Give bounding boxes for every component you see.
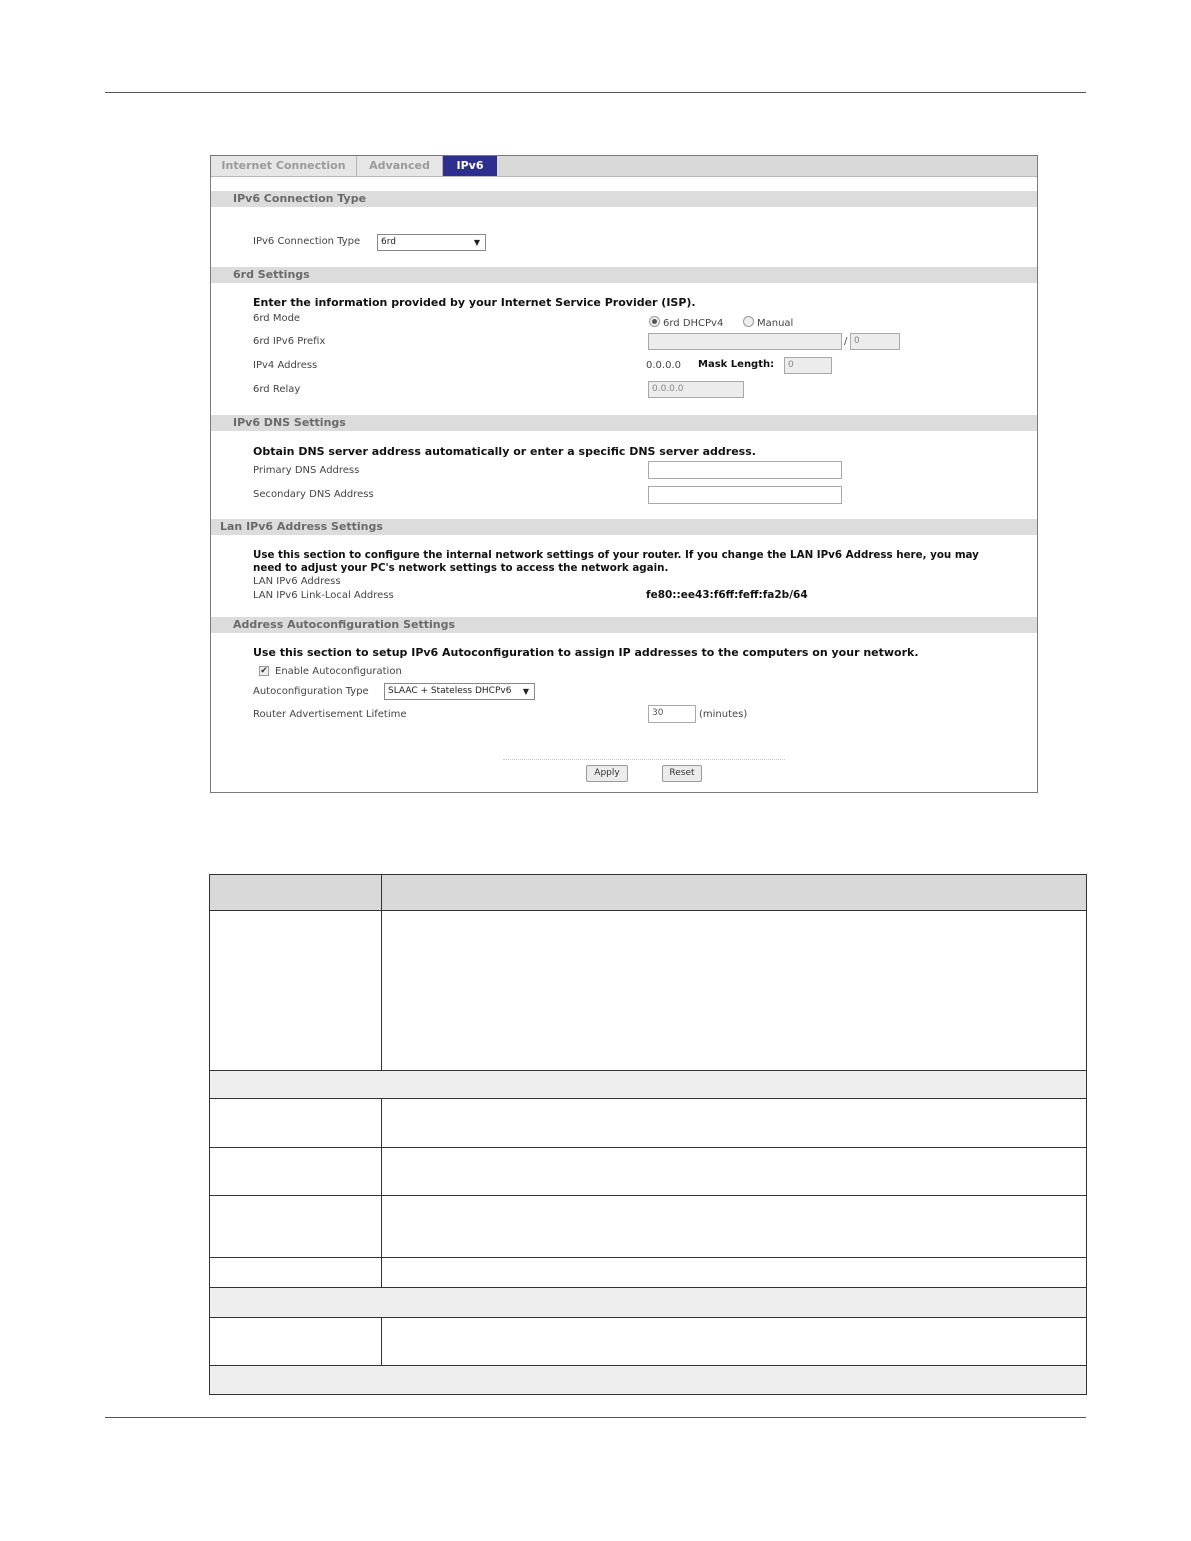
secondary-dns-label: Secondary DNS Address	[253, 489, 374, 500]
description-table	[209, 874, 1087, 1395]
table-row	[210, 1098, 1086, 1147]
sixrd-relay-input[interactable]: 0.0.0.0	[648, 381, 744, 398]
chevron-down-icon: ▼	[473, 238, 480, 247]
enable-autoconfig-label: Enable Autoconfiguration	[275, 666, 402, 677]
table-divider	[210, 1287, 1086, 1288]
ra-lifetime-unit: (minutes)	[699, 709, 748, 720]
tab-advanced[interactable]: Advanced	[357, 156, 443, 176]
ra-lifetime-label: Router Advertisement Lifetime	[253, 709, 407, 720]
sixrd-prefix-input[interactable]	[648, 333, 842, 350]
sixrd-intro: Enter the information provided by your Internet Service Provider (ISP).	[253, 296, 696, 309]
table-row	[210, 910, 1086, 1070]
table-divider	[210, 910, 1086, 911]
lan-ipv6-address-label: LAN IPv6 Address	[253, 576, 341, 587]
table-column-divider	[381, 1098, 382, 1287]
button-divider	[503, 759, 785, 760]
table-row	[210, 1317, 1086, 1365]
table-divider	[210, 1257, 1086, 1258]
primary-dns-label: Primary DNS Address	[253, 465, 360, 476]
ipv4-address-value: 0.0.0.0	[646, 360, 681, 371]
chevron-down-icon: ▼	[522, 687, 529, 696]
autoconfig-type-value: SLAAC + Stateless DHCPv6	[388, 686, 512, 696]
radio-selected-icon[interactable]	[649, 316, 660, 327]
table-divider	[210, 1195, 1086, 1196]
table-column-divider	[381, 875, 382, 1070]
secondary-dns-input[interactable]	[648, 486, 842, 504]
ra-lifetime-input[interactable]: 30	[648, 705, 696, 723]
table-row	[210, 1257, 1086, 1287]
primary-dns-input[interactable]	[648, 461, 842, 479]
table-divider	[210, 1070, 1086, 1071]
mask-length-input[interactable]: 0	[784, 357, 832, 374]
ipv4-address-label: IPv4 Address	[253, 360, 318, 371]
table-divider	[210, 1147, 1086, 1148]
sixrd-prefix-length-input[interactable]: 0	[850, 333, 900, 350]
table-header	[210, 875, 1086, 910]
lan-intro-line1: Use this section to configure the internal network settings of your router. If you change the LAN IPv6 Address here, you may	[253, 549, 979, 561]
sixrd-mode-radio-dhcpv4[interactable]: 6rd DHCPv4	[649, 316, 723, 329]
lan-intro-line2: need to adjust your PC's network settings to access the network again.	[253, 562, 669, 574]
tab-internet-connection[interactable]: Internet Connection	[211, 156, 357, 176]
autoconfig-type-label: Autoconfiguration Type	[253, 686, 369, 697]
table-row	[210, 1147, 1086, 1195]
table-row	[210, 1195, 1086, 1257]
autoconfig-intro: Use this section to setup IPv6 Autoconfiguration to assign IP addresses to the computers on your network.	[253, 646, 919, 659]
enable-autoconfig-checkbox[interactable]	[259, 666, 269, 676]
table-divider	[210, 1317, 1086, 1318]
sixrd-mode-label: 6rd Mode	[253, 313, 301, 324]
top-rule	[105, 92, 1086, 93]
checkmark-icon: ✔	[260, 666, 268, 676]
tab-bar	[211, 156, 1037, 177]
table-column-divider	[381, 1317, 382, 1365]
table-section-row	[210, 1070, 1086, 1098]
table-section-row	[210, 1365, 1086, 1394]
ipv6-settings-panel	[210, 155, 1038, 793]
sixrd-relay-label: 6rd Relay	[253, 384, 301, 395]
table-divider	[210, 1098, 1086, 1099]
radio-unselected-icon[interactable]	[743, 316, 754, 327]
section-dns-settings: IPv6 DNS Settings	[211, 415, 1037, 431]
connection-type-value: 6rd	[381, 237, 396, 247]
lan-link-local-label: LAN IPv6 Link-Local Address	[253, 590, 394, 601]
section-lan-ipv6: Lan IPv6 Address Settings	[211, 519, 1037, 535]
section-6rd-settings: 6rd Settings	[211, 267, 1037, 283]
autoconfig-type-select[interactable]	[384, 683, 535, 700]
tab-ipv6[interactable]: IPv6	[443, 156, 497, 176]
sixrd-prefix-label: 6rd IPv6 Prefix	[253, 336, 326, 347]
connection-type-label: IPv6 Connection Type	[253, 236, 361, 247]
reset-button[interactable]: Reset	[662, 765, 702, 782]
dns-intro: Obtain DNS server address automatically or enter a specific DNS server address.	[253, 445, 756, 458]
table-divider	[210, 1365, 1086, 1366]
table-section-row	[210, 1287, 1086, 1317]
apply-button[interactable]: Apply	[586, 765, 628, 782]
section-autoconfig: Address Autoconfiguration Settings	[211, 617, 1037, 633]
bottom-rule	[105, 1417, 1086, 1418]
mask-length-label: Mask Length:	[698, 359, 775, 370]
section-connection-type: IPv6 Connection Type	[211, 191, 1037, 207]
connection-type-select[interactable]	[377, 234, 486, 251]
sixrd-mode-radio-manual[interactable]: Manual	[743, 316, 793, 329]
prefix-separator: /	[844, 336, 848, 347]
lan-link-local-value: fe80::ee43:f6ff:feff:fa2b/64	[646, 589, 808, 601]
